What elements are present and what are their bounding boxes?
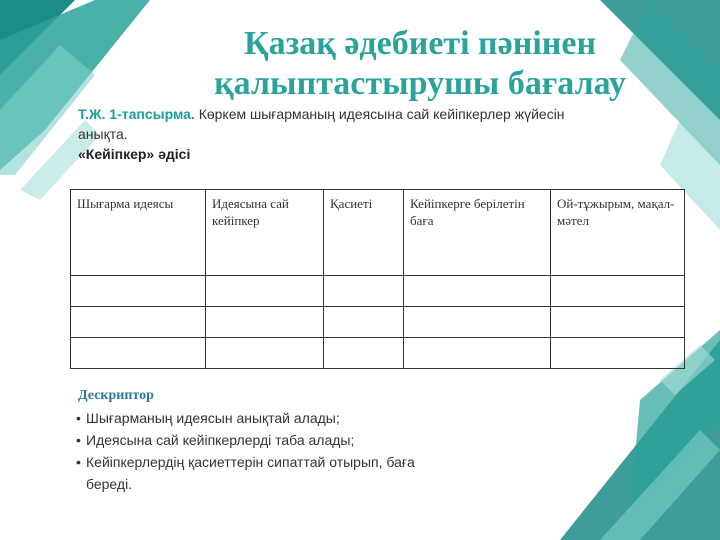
table-cell[interactable] [404,338,551,369]
table-cell[interactable] [324,307,404,338]
method-label: «Кейіпкер» әдісі [78,146,191,162]
table-cell[interactable] [206,276,324,307]
descriptor-block [78,385,418,495]
descriptor-title: Дескриптор [78,388,154,403]
table-cell[interactable] [206,307,324,338]
slide-title-line-2: қалыптастырушы бағалау [214,65,626,102]
table-cell[interactable] [71,307,206,338]
table-row [71,276,685,307]
table-header-cell: Идеясына сай кейіпкер [206,190,324,276]
table-cell[interactable] [404,307,551,338]
table-header-row [71,190,685,276]
table-header-cell: Ой-тұжырым, мақал-мәтел [551,190,685,276]
table-cell[interactable] [404,276,551,307]
table-cell[interactable] [551,276,685,307]
table-header-cell: Қасиеті [324,190,404,276]
table-cell[interactable] [551,307,685,338]
task-block [78,104,578,164]
task-lead: Т.Ж. 1-тапсырма. [78,106,195,122]
character-table [70,189,685,369]
table-cell[interactable] [551,338,685,369]
table-cell[interactable] [71,276,206,307]
descriptor-item: • Идеясына сай кейіпкерлерді таба алады; [78,429,418,451]
table-cell[interactable] [324,276,404,307]
descriptor-list [78,407,418,495]
slide-title-line-1: Қазақ әдебиеті пәнінен [243,25,597,62]
table-row [71,307,685,338]
table-cell[interactable] [206,338,324,369]
task-text: Көркем шығарманың идеясына сай кейіпкерлер жүйесін анықта. [78,106,565,142]
descriptor-item: • Шығарманың идеясын анықтай алады; [78,407,418,429]
table-cell[interactable] [71,338,206,369]
slide-title [150,24,690,104]
descriptor-item: • Кейіпкерлердің қасиеттерін сипаттай отырып, баға береді. [78,451,418,495]
table-header-cell: Кейіпкерге берілетін баға [404,190,551,276]
table-row [71,338,685,369]
table-header-cell: Шығарма идеясы [71,190,206,276]
table-cell[interactable] [324,338,404,369]
